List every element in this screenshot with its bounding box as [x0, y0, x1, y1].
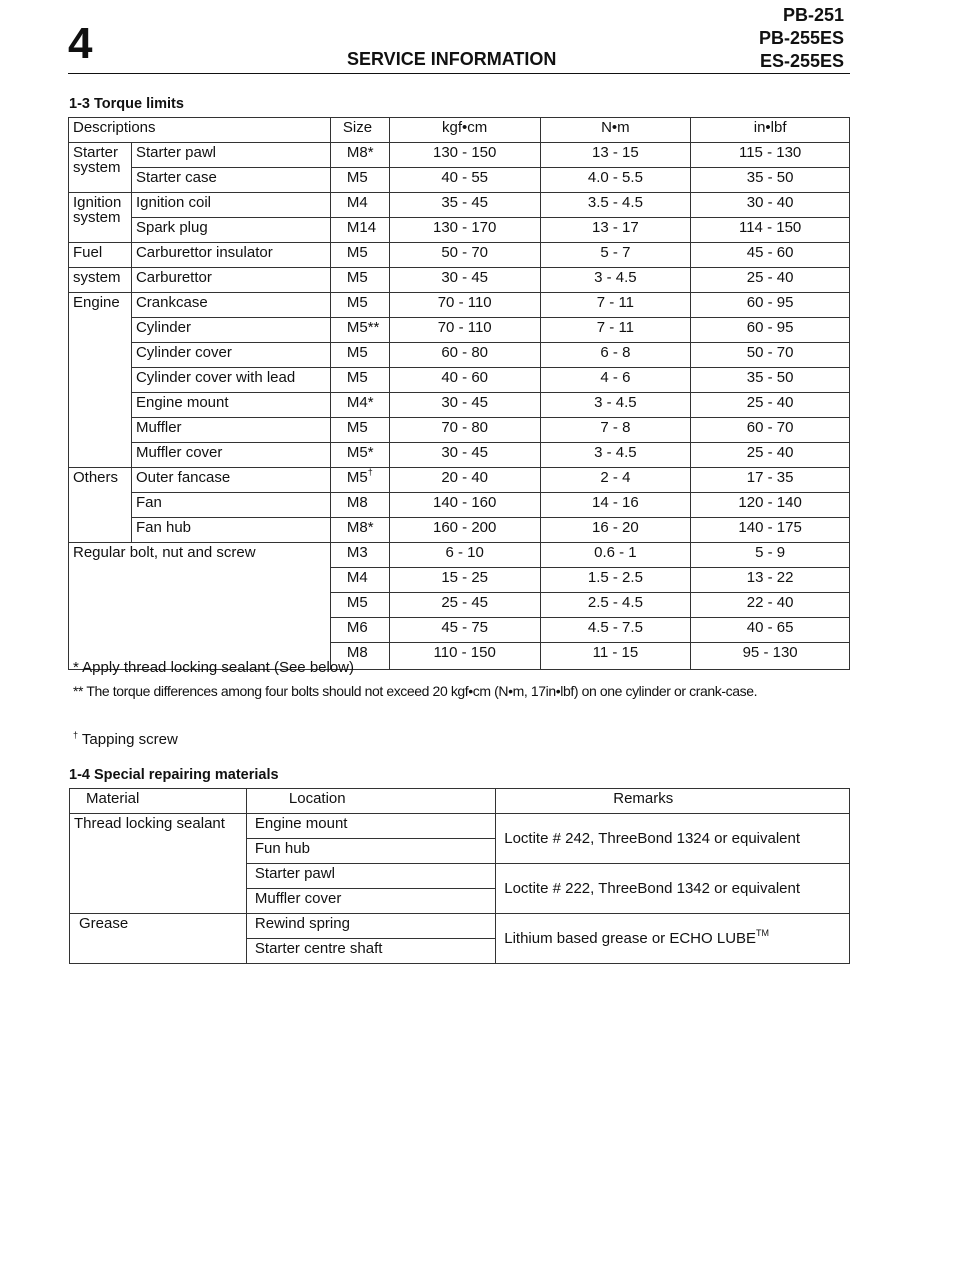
model-list	[759, 4, 844, 73]
header-inlbf: in•lbf	[691, 118, 850, 143]
size-cell	[330, 618, 389, 643]
nm-cell: 7 - 11	[540, 293, 691, 318]
remarks-grease: Lithium based grease or ECHO LUBE	[504, 930, 757, 947]
table-row	[69, 343, 850, 368]
header-location: Location	[246, 789, 495, 814]
item-cell: Ignition coil	[131, 193, 330, 218]
size-cell	[330, 418, 389, 443]
size-value: M5	[346, 469, 368, 486]
table-header-row	[69, 118, 850, 143]
item-cell: Muffler	[131, 418, 330, 443]
group-fuel_1: Fuel	[69, 243, 132, 268]
size-value: M5**	[346, 319, 380, 336]
size-cell	[330, 193, 389, 218]
kgf-cell: 70 - 80	[389, 418, 540, 443]
inlbf-cell: 115 - 130	[691, 143, 850, 168]
inlbf-cell: 50 - 70	[691, 343, 850, 368]
group-ignition: Ignition system	[69, 193, 132, 243]
item-cell: Engine mount	[131, 393, 330, 418]
size-cell	[330, 593, 389, 618]
nm-cell: 6 - 8	[540, 343, 691, 368]
size-value: M5	[346, 369, 368, 386]
inlbf-cell: 17 - 35	[691, 468, 850, 493]
model-name: ES-255ES	[759, 51, 844, 71]
nm-cell: 11 - 15	[540, 643, 691, 670]
size-value: M5	[346, 344, 368, 361]
inlbf-cell: 60 - 95	[691, 293, 850, 318]
kgf-cell: 130 - 170	[389, 218, 540, 243]
table-row	[69, 293, 850, 318]
kgf-cell: 140 - 160	[389, 493, 540, 518]
kgf-cell: 30 - 45	[389, 268, 540, 293]
kgf-cell: 45 - 75	[389, 618, 540, 643]
table-row	[70, 814, 850, 839]
nm-cell: 5 - 7	[540, 243, 691, 268]
item-cell: Cylinder cover	[131, 343, 330, 368]
materials-section-title: 1-4 Special repairing materials	[69, 767, 279, 783]
size-value: M8*	[346, 144, 374, 161]
item-cell: Fan hub	[131, 518, 330, 543]
kgf-cell: 160 - 200	[389, 518, 540, 543]
table-row	[69, 168, 850, 193]
nm-cell: 16 - 20	[540, 518, 691, 543]
size-value: M3	[346, 544, 368, 561]
table-row	[69, 418, 850, 443]
size-value: M5*	[346, 444, 374, 461]
kgf-cell: 50 - 70	[389, 243, 540, 268]
size-cell	[330, 143, 389, 168]
size-cell	[330, 443, 389, 468]
note-sealant: * Apply thread locking sealant (See below)	[73, 659, 355, 676]
item-cell: Spark plug	[131, 218, 330, 243]
table-row	[69, 268, 850, 293]
table-row	[69, 318, 850, 343]
size-cell	[330, 468, 389, 493]
note-tapping-screw	[73, 731, 178, 749]
kgf-cell: 70 - 110	[389, 293, 540, 318]
remarks-cell: Loctite # 222, ThreeBond 1342 or equivalent	[496, 864, 850, 914]
size-value: M4	[346, 569, 368, 586]
trademark-mark: TM	[756, 928, 770, 938]
item-cell: Starter pawl	[131, 143, 330, 168]
item-cell: Carburettor insulator	[131, 243, 330, 268]
nm-cell: 1.5 - 2.5	[540, 568, 691, 593]
inlbf-cell: 35 - 50	[691, 168, 850, 193]
inlbf-cell: 45 - 60	[691, 243, 850, 268]
nm-cell: 3 - 4.5	[540, 393, 691, 418]
inlbf-cell: 30 - 40	[691, 193, 850, 218]
nm-cell: 13 - 17	[540, 218, 691, 243]
size-cell	[330, 493, 389, 518]
table-row	[69, 543, 850, 568]
item-cell: Carburettor	[131, 268, 330, 293]
inlbf-cell: 35 - 50	[691, 368, 850, 393]
table-row	[69, 218, 850, 243]
item-cell: Outer fancase	[131, 468, 330, 493]
header-material: Material	[70, 789, 247, 814]
table-row	[69, 243, 850, 268]
dagger-mark: †	[367, 467, 373, 477]
inlbf-cell: 13 - 22	[691, 568, 850, 593]
item-cell: Starter case	[131, 168, 330, 193]
kgf-cell: 6 - 10	[389, 543, 540, 568]
group-fuel_2: system	[69, 268, 132, 293]
nm-cell: 3 - 4.5	[540, 443, 691, 468]
size-cell	[330, 243, 389, 268]
remarks-cell: Loctite # 242, ThreeBond 1324 or equivalent	[496, 814, 850, 864]
size-value: M4*	[346, 394, 374, 411]
size-value: M8*	[346, 519, 374, 536]
group-engine: Engine	[69, 293, 132, 468]
material-grease: Grease	[70, 914, 247, 964]
location-cell: Muffler cover	[246, 889, 495, 914]
size-value: M14	[346, 219, 377, 236]
nm-cell: 0.6 - 1	[540, 543, 691, 568]
inlbf-cell: 40 - 65	[691, 618, 850, 643]
nm-cell: 7 - 8	[540, 418, 691, 443]
table-row	[69, 368, 850, 393]
size-cell	[330, 268, 389, 293]
header-descriptions: Descriptions	[69, 118, 331, 143]
kgf-cell: 130 - 150	[389, 143, 540, 168]
size-value: M5	[346, 244, 368, 261]
inlbf-cell: 25 - 40	[691, 393, 850, 418]
torque-table	[68, 117, 850, 670]
kgf-cell: 70 - 110	[389, 318, 540, 343]
size-cell	[330, 543, 389, 568]
size-cell	[330, 368, 389, 393]
inlbf-cell: 5 - 9	[691, 543, 850, 568]
kgf-cell: 110 - 150	[389, 643, 540, 670]
remarks-cell	[496, 914, 850, 964]
table-row	[69, 443, 850, 468]
item-cell: Cylinder	[131, 318, 330, 343]
size-cell	[330, 293, 389, 318]
model-name: PB-251	[782, 5, 844, 25]
model-name: PB-255ES	[758, 28, 844, 48]
item-cell: Crankcase	[131, 293, 330, 318]
kgf-cell: 25 - 45	[389, 593, 540, 618]
inlbf-cell: 25 - 40	[691, 443, 850, 468]
size-value: M5	[346, 294, 368, 311]
header-rule	[68, 73, 850, 74]
nm-cell: 7 - 11	[540, 318, 691, 343]
inlbf-cell: 60 - 95	[691, 318, 850, 343]
materials-table	[69, 788, 850, 964]
size-value: M5	[346, 169, 368, 186]
note-torque-difference: ** The torque differences among four bolts should not exceed 20 kgf•cm (N•m, 17in•lbf) on one cylinder or crank-case.	[73, 683, 758, 699]
inlbf-cell: 22 - 40	[691, 593, 850, 618]
size-value: M5	[346, 269, 368, 286]
size-cell	[330, 168, 389, 193]
group-starter: Starter system	[69, 143, 132, 193]
nm-cell: 13 - 15	[540, 143, 691, 168]
group-regular: Regular bolt, nut and screw	[69, 543, 331, 670]
size-value: M5	[346, 419, 368, 436]
table-row	[69, 518, 850, 543]
kgf-cell: 30 - 45	[389, 393, 540, 418]
inlbf-cell: 60 - 70	[691, 418, 850, 443]
nm-cell: 3 - 4.5	[540, 268, 691, 293]
table-row	[69, 393, 850, 418]
nm-cell: 4.0 - 5.5	[540, 168, 691, 193]
kgf-cell: 30 - 45	[389, 443, 540, 468]
size-value: M5	[346, 594, 368, 611]
inlbf-cell: 95 - 130	[691, 643, 850, 670]
table-row	[69, 493, 850, 518]
size-cell	[330, 343, 389, 368]
table-row	[69, 468, 850, 493]
torque-section-title: 1-3 Torque limits	[69, 96, 184, 112]
nm-cell: 4 - 6	[540, 368, 691, 393]
nm-cell: 3.5 - 4.5	[540, 193, 691, 218]
inlbf-cell: 25 - 40	[691, 268, 850, 293]
header-kgf: kgf•cm	[389, 118, 540, 143]
kgf-cell: 60 - 80	[389, 343, 540, 368]
table-header-row	[70, 789, 850, 814]
kgf-cell: 35 - 45	[389, 193, 540, 218]
location-cell: Starter pawl	[246, 864, 495, 889]
inlbf-cell: 140 - 175	[691, 518, 850, 543]
header-nm: N•m	[540, 118, 691, 143]
nm-cell: 4.5 - 7.5	[540, 618, 691, 643]
dagger-mark: †	[73, 730, 79, 740]
material-thread-locking: Thread locking sealant	[70, 814, 247, 914]
page-number: 4	[68, 19, 93, 68]
inlbf-cell: 120 - 140	[691, 493, 850, 518]
size-cell	[330, 393, 389, 418]
size-cell	[330, 568, 389, 593]
kgf-cell: 40 - 60	[389, 368, 540, 393]
group-others: Others	[69, 468, 132, 543]
size-cell	[330, 518, 389, 543]
location-cell: Starter centre shaft	[246, 939, 495, 964]
item-cell: Cylinder cover with lead	[131, 368, 330, 393]
kgf-cell: 15 - 25	[389, 568, 540, 593]
page-title: SERVICE INFORMATION	[347, 49, 557, 69]
size-value: M4	[346, 194, 368, 211]
location-cell: Engine mount	[246, 814, 495, 839]
inlbf-cell: 114 - 150	[691, 218, 850, 243]
size-cell	[330, 318, 389, 343]
header-remarks: Remarks	[496, 789, 850, 814]
kgf-cell: 40 - 55	[389, 168, 540, 193]
size-cell	[330, 218, 389, 243]
table-row	[69, 193, 850, 218]
nm-cell: 14 - 16	[540, 493, 691, 518]
nm-cell: 2 - 4	[540, 468, 691, 493]
header-size: Size	[330, 118, 389, 143]
size-value: M8	[346, 644, 368, 661]
item-cell: Muffler cover	[131, 443, 330, 468]
table-row	[69, 143, 850, 168]
size-value: M6	[346, 619, 368, 636]
table-row	[70, 914, 850, 939]
note-tapping-text: Tapping screw	[78, 731, 178, 748]
nm-cell: 2.5 - 4.5	[540, 593, 691, 618]
location-cell: Fun hub	[246, 839, 495, 864]
size-value: M8	[346, 494, 368, 511]
kgf-cell: 20 - 40	[389, 468, 540, 493]
item-cell: Fan	[131, 493, 330, 518]
location-cell: Rewind spring	[246, 914, 495, 939]
